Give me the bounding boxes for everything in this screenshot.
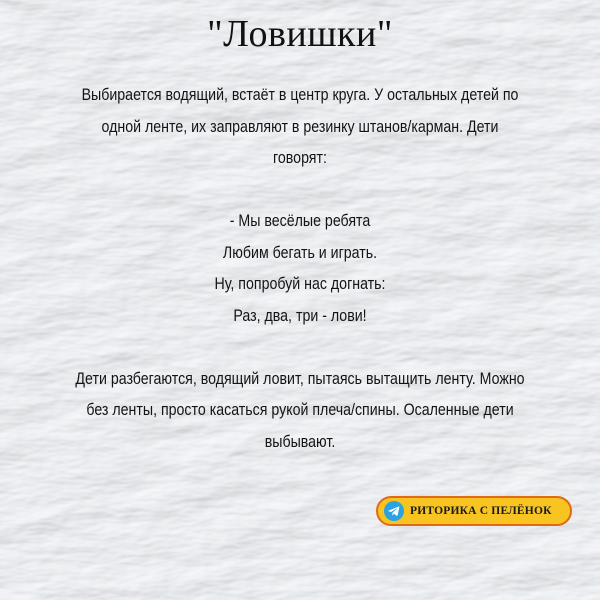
- rhyme-line: Любим бегать и играть.: [222, 243, 378, 262]
- intro-line: Выбирается водящий, встаёт в центр круга. У остальных детей по: [81, 86, 519, 104]
- paragraph-gap: [68, 175, 532, 207]
- channel-badge[interactable]: [376, 496, 572, 526]
- game-description: [68, 80, 532, 458]
- channel-badge-label: РИТОРИКА С ПЕЛЁНОК: [410, 505, 552, 517]
- rules-line: выбывают.: [264, 432, 336, 451]
- telegram-icon: [384, 501, 404, 521]
- page-title: "Ловишки": [207, 13, 393, 55]
- paragraph-gap: [68, 332, 532, 364]
- intro-line: одной ленте, их заправляют в резинку штанов/карман. Дети: [101, 117, 499, 136]
- rhyme-line: Ну, попробуй нас догнать:: [214, 275, 386, 293]
- rules-line: Дети разбегаются, водящий ловит, пытаясь вытащить ленту. Можно: [75, 369, 525, 388]
- rhyme-line: Раз, два, три - лови!: [233, 306, 367, 325]
- rules-line: без ленты, просто касаться рукой плеча/спины. Осаленные дети: [86, 401, 514, 419]
- rhyme-line: - Мы весёлые ребята: [229, 212, 371, 230]
- intro-line: говорят:: [273, 149, 327, 167]
